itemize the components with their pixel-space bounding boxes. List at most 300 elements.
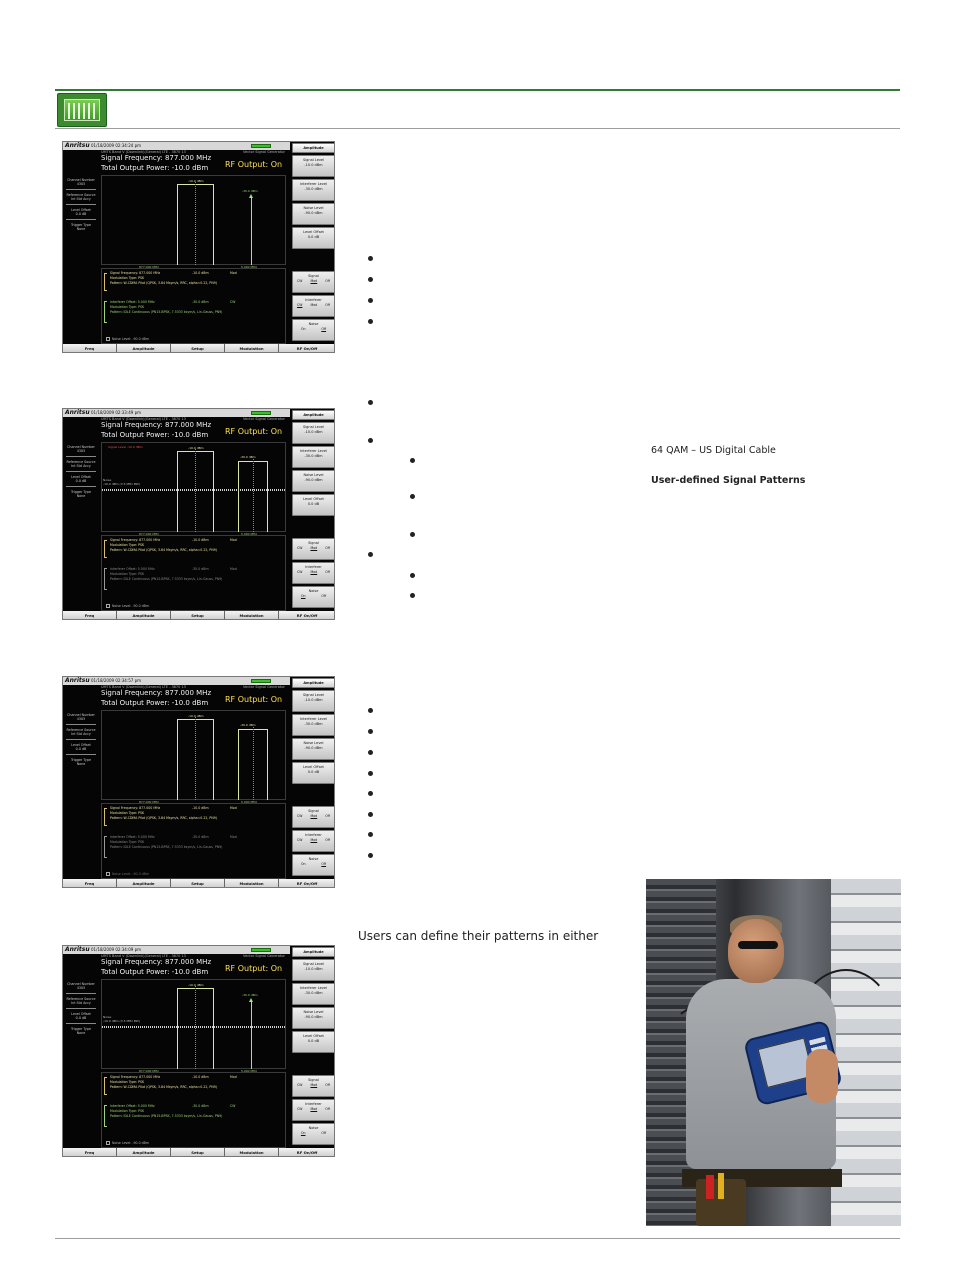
lp-value: 4305 — [76, 717, 86, 722]
noise-level-row — [106, 1141, 149, 1145]
modulation-menu-button[interactable]: Modulation — [225, 344, 279, 353]
signal-params — [110, 1075, 237, 1090]
interferer-peak-label: -30.0 dBm — [242, 189, 258, 193]
spectrum-graph — [101, 175, 286, 265]
lp-value: 4305 — [76, 182, 86, 187]
glasses-icon — [738, 941, 778, 949]
bullet-icon — [368, 750, 373, 755]
noise-level-text: Noise Level: -90.0 dBm — [112, 604, 149, 608]
bracket — [104, 301, 107, 323]
lp-value: 0.0 dB — [75, 479, 87, 484]
softkey-value: -30.0 dBm — [304, 454, 323, 458]
divider — [66, 204, 96, 205]
softkey-value: 0.0 dB — [307, 502, 320, 506]
noise-label: Noise -10.0 dBm (3.5 MHz BW) — [103, 1015, 140, 1023]
setup-menu-button[interactable]: Setup — [171, 879, 225, 888]
softkey-value: -10.0 dBm — [304, 430, 323, 434]
interferer-level-softkey[interactable] — [292, 714, 335, 736]
person-head — [728, 919, 784, 983]
lp-label: Reference Source — [66, 193, 96, 197]
mode-line-right: Vector Signal Generator — [243, 685, 285, 689]
brand-logo: Anritsu — [65, 142, 90, 149]
reference-source — [64, 728, 98, 736]
noise-level-row — [106, 604, 149, 608]
checkbox-icon[interactable] — [106, 872, 110, 876]
modulation-menu-button[interactable]: Modulation — [225, 1148, 279, 1157]
qam-label: 64 QAM – US Digital Cable — [651, 445, 776, 456]
interferer-level-softkey[interactable] — [292, 983, 335, 1005]
signal-frequency-readout: Signal Frequency: 877.000 MHz — [101, 958, 212, 966]
opt: Off — [321, 1131, 327, 1135]
bullet-icon — [368, 832, 373, 837]
lp-label: Reference Source — [66, 728, 96, 732]
center-marker — [195, 717, 196, 800]
rf-onoff-menu-button[interactable]: RF On/Off — [279, 1148, 335, 1157]
opt: Off — [321, 862, 327, 866]
param-mode: CW — [230, 300, 236, 304]
opt: Mod — [310, 546, 318, 550]
parameter-panel — [101, 803, 286, 879]
interferer-toggle-softkey[interactable] — [292, 562, 335, 584]
screen-datetime: 01/18/2009 02:34:09 pm — [91, 947, 141, 952]
param-line: Interferer Offset: 5.000 MHz — [110, 300, 155, 304]
lp-value: Int Std Accy — [71, 1001, 91, 1006]
noise-level-softkey[interactable] — [292, 1007, 335, 1029]
opt: Mod — [310, 838, 318, 842]
param-value: -10.0 dBm — [192, 271, 209, 275]
lp-value: 0.0 dB — [75, 747, 87, 752]
screen-title-bar — [63, 142, 290, 150]
opt: CW — [297, 1083, 303, 1087]
brand-logo: Anritsu — [65, 409, 90, 416]
amplitude-menu-title: Amplitude — [292, 947, 335, 957]
signal-level-softkey[interactable] — [292, 959, 335, 981]
signal-toggle-softkey[interactable] — [292, 1075, 335, 1097]
signal-toggle-softkey[interactable] — [292, 271, 335, 293]
opt: Off — [321, 594, 327, 598]
signal-params — [110, 806, 237, 821]
lp-value: None — [76, 227, 86, 232]
opt: CW — [297, 1107, 303, 1111]
signal-toggle-softkey[interactable] — [292, 538, 335, 560]
level-offset-softkey[interactable] — [292, 762, 335, 784]
signal-params — [110, 538, 237, 553]
checkbox-icon[interactable] — [106, 604, 110, 608]
freq-right-label: 5.000 MHz — [241, 532, 257, 536]
signal-level-softkey[interactable] — [292, 155, 335, 177]
softkey-label: Level Offset — [303, 497, 324, 501]
softkey-value: 0.0 dB — [307, 770, 320, 774]
lp-label: Channel Number — [67, 713, 95, 717]
interferer-marker — [253, 727, 254, 800]
amplitude-menu-button[interactable]: Amplitude — [117, 344, 171, 353]
param-line: Pattern: IDLE Continuous (PN15-BPSK, 7.5333 ksym/s, Lin-Gauss, PN9) — [110, 1114, 223, 1118]
bottom-menu-bar — [63, 611, 335, 620]
trigger-type — [64, 223, 98, 231]
softkey-label: Noise Level — [303, 741, 324, 745]
amplitude-menu-button[interactable]: Amplitude — [117, 879, 171, 888]
level-offset-softkey[interactable] — [292, 1031, 335, 1053]
interferer-toggle-softkey[interactable] — [292, 1099, 335, 1121]
softkey-value: -30.0 dBm — [304, 187, 323, 191]
level-offset-softkey[interactable] — [292, 494, 335, 516]
signal-toggle-softkey[interactable] — [292, 806, 335, 828]
param-line: Pattern: W-CDMA Pilot (QPSK, 3.84 Msym/s, RRC, alpha=0.22, PN9) — [110, 281, 218, 285]
noise-toggle-softkey[interactable] — [292, 319, 335, 341]
rf-output-status: RF Output: On — [225, 964, 283, 973]
param-line: Modulation Type: PSK — [110, 543, 145, 547]
opt: On — [300, 327, 306, 331]
bracket — [104, 273, 107, 291]
noise-level-softkey[interactable] — [292, 738, 335, 760]
interferer-params — [110, 567, 237, 582]
amplitude-menu-title: Amplitude — [292, 143, 335, 153]
opt: CW — [297, 279, 303, 283]
instrument-screen-3 — [62, 676, 335, 888]
divider — [66, 1008, 96, 1009]
lp-label: Reference Source — [66, 997, 96, 1001]
opt: Off — [321, 327, 327, 331]
lp-value: Int Std Accy — [71, 197, 91, 202]
softkey-label: Level Offset — [303, 765, 324, 769]
param-line: Interferer Offset: 5.000 MHz — [110, 1104, 155, 1108]
opt: Mod — [310, 303, 318, 307]
bottom-menu-bar — [63, 344, 335, 353]
rf-onoff-menu-button[interactable]: RF On/Off — [279, 879, 335, 888]
signal-level-softkey[interactable] — [292, 690, 335, 712]
opt: Off — [325, 546, 330, 550]
mode-line: UMTS Band V (Downlink)(General) LTE - 3870 13 — [101, 150, 186, 154]
bullet-icon — [368, 400, 373, 405]
softkey-label: Interferer Level — [300, 449, 327, 453]
mode-line: UMTS Band V (Downlink)(General) LTE - 3870 13 — [101, 417, 186, 421]
amplitude-menu-button[interactable]: Amplitude — [117, 611, 171, 620]
screen-datetime: 01/18/2009 02:34:24 pm — [91, 143, 141, 148]
divider — [66, 754, 96, 755]
left-info-panel — [63, 707, 99, 807]
setup-menu-button[interactable]: Setup — [171, 611, 225, 620]
opt: Mod — [310, 570, 318, 574]
softkey-panel — [291, 677, 335, 879]
param-line: Signal Frequency: 877.000 MHz — [110, 1075, 161, 1079]
param-line: Modulation Type: PSK — [110, 1109, 145, 1113]
interferer-level-softkey[interactable] — [292, 179, 335, 201]
instrument-screen-4 — [62, 945, 335, 1157]
bracket — [104, 808, 107, 826]
screen-datetime: 01/18/2009 02:34:57 pm — [91, 678, 141, 683]
opt: On — [300, 1131, 306, 1135]
softkey-value: -90.0 dBm — [304, 1015, 323, 1019]
noise-level-text: Noise Level: -90.0 dBm — [112, 872, 149, 876]
softkey-label: Noise Level — [303, 473, 324, 477]
lp-value: 0.0 dB — [75, 212, 87, 217]
footer-rule — [55, 1238, 900, 1239]
interferer-marker — [253, 459, 254, 532]
param-value: -30.0 dBm — [192, 835, 209, 839]
mode-line: UMTS Band V (Downlink)(General) LTE - 3870 13 — [101, 685, 186, 689]
mode-line-right: Vector Signal Generator — [243, 954, 285, 958]
peak-label: -10.0 dBm — [188, 446, 204, 450]
bullet-icon — [368, 552, 373, 557]
bullet-icon — [368, 256, 373, 261]
freq-menu-button[interactable]: Freq — [63, 879, 117, 888]
mode-line-right: Vector Signal Generator — [243, 417, 285, 421]
freq-menu-button[interactable]: Freq — [63, 611, 117, 620]
rf-onoff-menu-button[interactable]: RF On/Off — [279, 611, 335, 620]
softkey-panel — [291, 409, 335, 611]
softkey-label: Interferer — [305, 298, 322, 302]
bottom-menu-bar — [63, 1148, 335, 1157]
interferer-peak-label: -30.0 dBm — [242, 993, 258, 997]
screen-datetime: 01/18/2009 02:33:49 pm — [91, 410, 141, 415]
lp-label: Trigger Type — [71, 758, 91, 762]
battery-icon — [251, 948, 271, 952]
interferer-level-softkey[interactable] — [292, 446, 335, 468]
battery-icon — [251, 144, 271, 148]
param-line: Pattern: IDLE Continuous (PN15-BPSK, 7.5333 ksym/s, Lin-Gauss, PN9) — [110, 577, 223, 581]
checkbox-icon[interactable] — [106, 1141, 110, 1145]
softkey-label: Interferer Level — [300, 986, 327, 990]
users-define-text: Users can define their patterns in either — [358, 929, 599, 943]
softkey-label: Interferer — [305, 833, 322, 837]
signal-frequency-readout: Signal Frequency: 877.000 MHz — [101, 689, 212, 697]
signal-level-softkey[interactable] — [292, 422, 335, 444]
param-mode: Mod — [230, 538, 237, 542]
noise-level-row — [106, 872, 149, 876]
opt: Off — [325, 838, 330, 842]
softkey-panel — [291, 946, 335, 1148]
softkey-value: -90.0 dBm — [304, 478, 323, 482]
lp-label: Channel Number — [67, 178, 95, 182]
opt: Mod — [310, 814, 318, 818]
bullet-icon — [368, 791, 373, 796]
technician-photo — [646, 879, 901, 1226]
noise-level-row — [106, 337, 149, 341]
noise-label: Noise -10.0 dBm (3.5 MHz BW) — [103, 478, 140, 486]
param-line: Interferer Offset: 5.000 MHz — [110, 835, 155, 839]
lp-label: Level Offset — [71, 1012, 91, 1016]
opt: Off — [325, 570, 330, 574]
bullet-icon — [368, 729, 373, 734]
interferer-toggle-softkey[interactable] — [292, 295, 335, 317]
param-value: -10.0 dBm — [192, 1075, 209, 1079]
interferer-toggle-softkey[interactable] — [292, 830, 335, 852]
bullet-icon — [368, 853, 373, 858]
noise-level-text: Noise Level: -90.0 dBm — [112, 337, 149, 341]
level-offset — [64, 743, 98, 751]
param-value: -10.0 dBm — [192, 538, 209, 542]
opt: CW — [297, 814, 303, 818]
softkey-panel — [291, 142, 335, 344]
mode-line: UMTS Band V (Downlink)(General) LTE - 3870 13 — [101, 954, 186, 958]
noise-level-softkey[interactable] — [292, 470, 335, 492]
instrument-screen-1 — [62, 141, 335, 353]
reference-source — [64, 460, 98, 468]
softkey-label: Signal — [308, 1078, 319, 1082]
level-offset — [64, 208, 98, 216]
divider — [66, 724, 96, 725]
param-value: -30.0 dBm — [192, 1104, 209, 1108]
bracket — [104, 568, 107, 590]
bullet-icon — [410, 458, 415, 463]
bracket — [104, 540, 107, 558]
trigger-type — [64, 758, 98, 766]
param-mode: Mod — [230, 806, 237, 810]
battery-icon — [251, 411, 271, 415]
softkey-value: -30.0 dBm — [304, 991, 323, 995]
left-info-panel — [63, 172, 99, 272]
channel-number — [64, 445, 98, 453]
bullet-icon — [368, 277, 373, 282]
param-mode: Mod — [230, 271, 237, 275]
interferer-line — [251, 1002, 252, 1069]
softkey-label: Noise — [308, 1126, 319, 1130]
lp-label: Level Offset — [71, 475, 91, 479]
bracket — [104, 836, 107, 858]
softkey-value: 0.0 dB — [307, 235, 320, 239]
interferer-peak-label: -30.0 dBm — [240, 455, 256, 459]
center-marker — [195, 182, 196, 265]
param-value: -30.0 dBm — [192, 300, 209, 304]
freq-menu-button[interactable]: Freq — [63, 344, 117, 353]
opt: Off — [325, 1083, 330, 1087]
modulation-menu-button[interactable]: Modulation — [225, 879, 279, 888]
signal-frequency-readout: Signal Frequency: 877.000 MHz — [101, 154, 212, 162]
person-hand — [806, 1049, 838, 1103]
channel-number — [64, 982, 98, 990]
interferer-peak-label: -30.0 dBm — [240, 723, 256, 727]
param-line: Modulation Type: PSK — [110, 276, 145, 280]
bullet-icon — [368, 812, 373, 817]
rf-output-status: RF Output: On — [225, 427, 283, 436]
left-info-panel — [63, 439, 99, 539]
level-offset-softkey[interactable] — [292, 227, 335, 249]
opt: Mod — [310, 1083, 318, 1087]
bullet-icon — [410, 573, 415, 578]
reference-source — [64, 997, 98, 1005]
freq-left-label: 877.000 MHz — [139, 532, 159, 536]
amplitude-menu-button[interactable]: Amplitude — [117, 1148, 171, 1157]
divider — [66, 1023, 96, 1024]
lp-value: 0.0 dB — [75, 1016, 87, 1021]
setup-menu-button[interactable]: Setup — [171, 344, 225, 353]
bullet-icon — [368, 298, 373, 303]
noise-toggle-softkey[interactable] — [292, 854, 335, 876]
interferer-line — [251, 198, 252, 265]
bullet-icon — [368, 438, 373, 443]
divider — [66, 993, 96, 994]
bullet-icon — [410, 532, 415, 537]
param-line: Signal Frequency: 877.000 MHz — [110, 271, 161, 275]
divider — [66, 456, 96, 457]
peak-label: -10.0 dBm — [188, 179, 204, 183]
reference-source — [64, 193, 98, 201]
noise-value: -10.0 dBm (3.5 MHz BW) — [103, 1018, 140, 1023]
softkey-label: Signal Level — [302, 158, 325, 162]
rf-onoff-menu-button[interactable]: RF On/Off — [279, 344, 335, 353]
param-mode: CW — [230, 1104, 236, 1108]
setup-menu-button[interactable]: Setup — [171, 1148, 225, 1157]
noise-toggle-softkey[interactable] — [292, 1123, 335, 1145]
param-line: Modulation Type: PSK — [110, 840, 145, 844]
bracket — [104, 1105, 107, 1127]
battery-icon — [251, 679, 271, 683]
brand-logo: Anritsu — [65, 677, 90, 684]
softkey-value: 0.0 dB — [307, 1039, 320, 1043]
param-line: Pattern: W-CDMA Pilot (QPSK, 3.84 Msym/s, RRC, alpha=0.22, PN9) — [110, 1085, 218, 1089]
softkey-label: Noise — [308, 322, 319, 326]
softkey-value: -90.0 dBm — [304, 746, 323, 750]
param-line: Signal Frequency: 877.000 MHz — [110, 806, 161, 810]
header-rule — [55, 128, 900, 129]
user-defined-heading: User-defined Signal Patterns — [651, 475, 806, 486]
lp-label: Channel Number — [67, 982, 95, 986]
bullet-icon — [368, 708, 373, 713]
interferer-params — [110, 835, 237, 850]
tool-handle — [718, 1173, 724, 1199]
softkey-label: Noise — [308, 589, 319, 593]
param-line: Pattern: IDLE Continuous (PN15-BPSK, 7.5333 ksym/s, Lin-Gauss, PN9) — [110, 845, 223, 849]
peak-label: -10.0 dBm — [188, 714, 204, 718]
param-mode: Mod — [230, 567, 237, 571]
divider — [66, 189, 96, 190]
divider — [66, 486, 96, 487]
checkbox-icon[interactable] — [106, 337, 110, 341]
modulation-menu-button[interactable]: Modulation — [225, 611, 279, 620]
opt: CW — [297, 838, 303, 842]
freq-left-label: 877.000 MHz — [139, 265, 159, 269]
lp-value: Int Std Accy — [71, 464, 91, 469]
channel-number — [64, 713, 98, 721]
level-offset — [64, 475, 98, 483]
noise-toggle-softkey[interactable] — [292, 586, 335, 608]
lp-value: None — [76, 1031, 86, 1036]
freq-right-label: 5.000 MHz — [241, 1069, 257, 1073]
total-power-readout: Total Output Power: -10.0 dBm — [101, 164, 209, 172]
param-line: Modulation Type: PSK — [110, 811, 145, 815]
total-power-readout: Total Output Power: -10.0 dBm — [101, 431, 209, 439]
divider — [66, 739, 96, 740]
param-line: Pattern: W-CDMA Pilot (QPSK, 3.84 Msym/s, RRC, alpha=0.22, PN9) — [110, 548, 218, 552]
param-line: Modulation Type: PSK — [110, 1080, 145, 1084]
softkey-label: Level Offset — [303, 1034, 324, 1038]
freq-menu-button[interactable]: Freq — [63, 1148, 117, 1157]
softkey-label: Signal — [308, 809, 319, 813]
softkey-value: -10.0 dBm — [304, 698, 323, 702]
divider — [66, 219, 96, 220]
signal-params — [110, 271, 237, 286]
softkey-label: Signal — [308, 541, 319, 545]
softkey-value: -10.0 dBm — [304, 163, 323, 167]
noise-level-softkey[interactable] — [292, 203, 335, 225]
opt: Off — [325, 814, 330, 818]
softkey-label: Level Offset — [303, 230, 324, 234]
signal-frequency-readout: Signal Frequency: 877.000 MHz — [101, 421, 212, 429]
noise-level-text: Noise Level: -90.0 dBm — [112, 1141, 149, 1145]
softkey-value: -10.0 dBm — [304, 967, 323, 971]
trigger-type — [64, 1027, 98, 1035]
bullet-icon — [410, 593, 415, 598]
brand-logo: Anritsu — [65, 946, 90, 953]
divider — [66, 471, 96, 472]
softkey-label: Interferer — [305, 1102, 322, 1106]
bullet-icon — [368, 771, 373, 776]
lp-value: None — [76, 494, 86, 499]
rf-output-status: RF Output: On — [225, 160, 283, 169]
param-line: Modulation Type: PSK — [110, 305, 145, 309]
param-mode: Mod — [230, 1075, 237, 1079]
parameter-panel — [101, 535, 286, 611]
